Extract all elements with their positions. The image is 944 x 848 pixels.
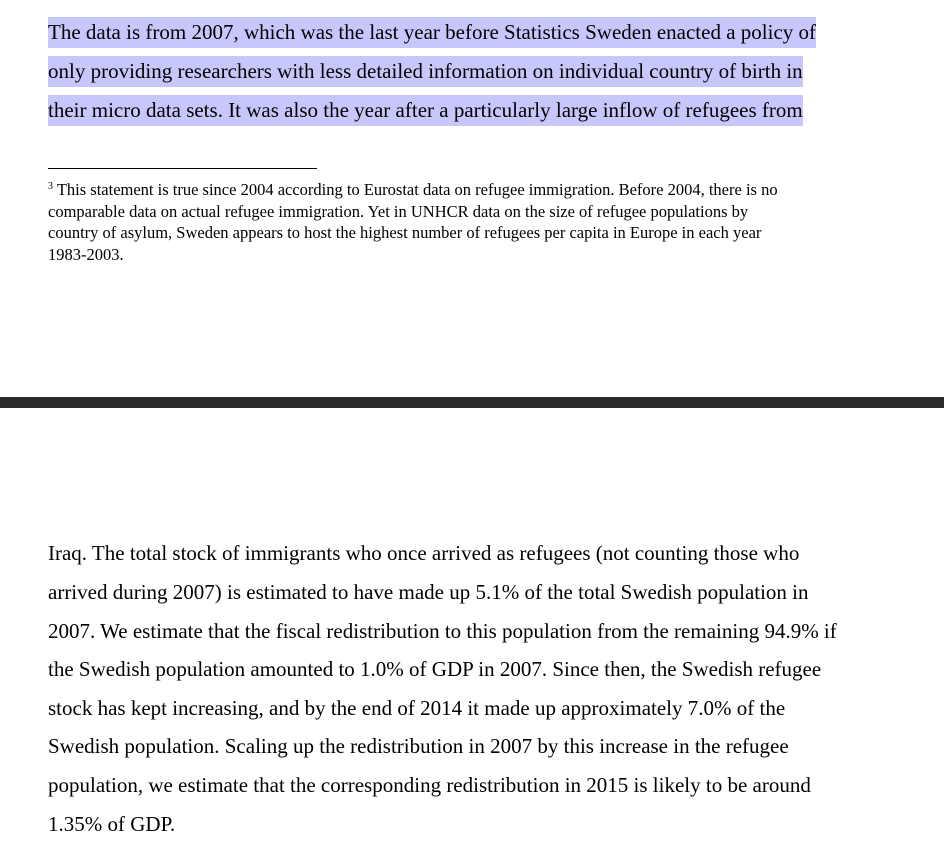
footnote-separator: [48, 168, 317, 169]
highlighted-text-line[interactable]: [48, 19, 816, 45]
selection-highlight[interactable]: only providing researchers with less detailed information on individual country of birth in: [48, 56, 803, 87]
paragraph-line: population, we estimate that the corresponding redistribution in 2015 is likely to be around: [48, 773, 811, 797]
paragraph-line: stock has kept increasing, and by the end of 2014 it made up approximately 7.0% of the: [48, 696, 786, 720]
selection-highlight[interactable]: their micro data sets. It was also the year after a particularly large inflow of refugees from: [48, 95, 803, 126]
footnote-line: country of asylum, Sweden appears to host the highest number of refugees per capita in Europe in each year: [48, 223, 762, 243]
paragraph-line: Iraq. The total stock of immigrants who once arrived as refugees (not counting those who: [48, 541, 800, 565]
paragraph-line: arrived during 2007) is estimated to have made up 5.1% of the total Swedish population in: [48, 580, 809, 604]
footnote-line: comparable data on actual refugee immigration. Yet in UNHCR data on the size of refugee populations by: [48, 201, 749, 221]
footnote-text: This statement is true since 2004 according to Eurostat data on refugee immigration. Before 2004, there is no: [56, 180, 778, 199]
document-page-bottom: [0, 408, 944, 848]
paragraph-line: Swedish population. Scaling up the redistribution in 2007 by this increase in the refugee: [48, 734, 789, 758]
footnote: [48, 179, 908, 265]
footnote-line: [48, 179, 908, 201]
document-page-top: [0, 0, 944, 397]
paragraph-line: 1.35% of GDP.: [48, 812, 176, 836]
paragraph-line: the Swedish population amounted to 1.0% of GDP in 2007. Since then, the Swedish refugee: [48, 657, 822, 681]
highlighted-text-line[interactable]: [48, 97, 803, 123]
page-break-separator: [0, 397, 944, 408]
selection-highlight[interactable]: The data is from 2007, which was the last year before Statistics Sweden enacted a policy of: [48, 17, 816, 48]
footnote-marker: 3: [48, 181, 53, 192]
paragraph-line: 2007. We estimate that the fiscal redistribution to this population from the remaining 94.9% if: [48, 619, 837, 643]
footnote-line: 1983-2003.: [48, 244, 124, 264]
highlighted-text-line[interactable]: [48, 58, 803, 84]
